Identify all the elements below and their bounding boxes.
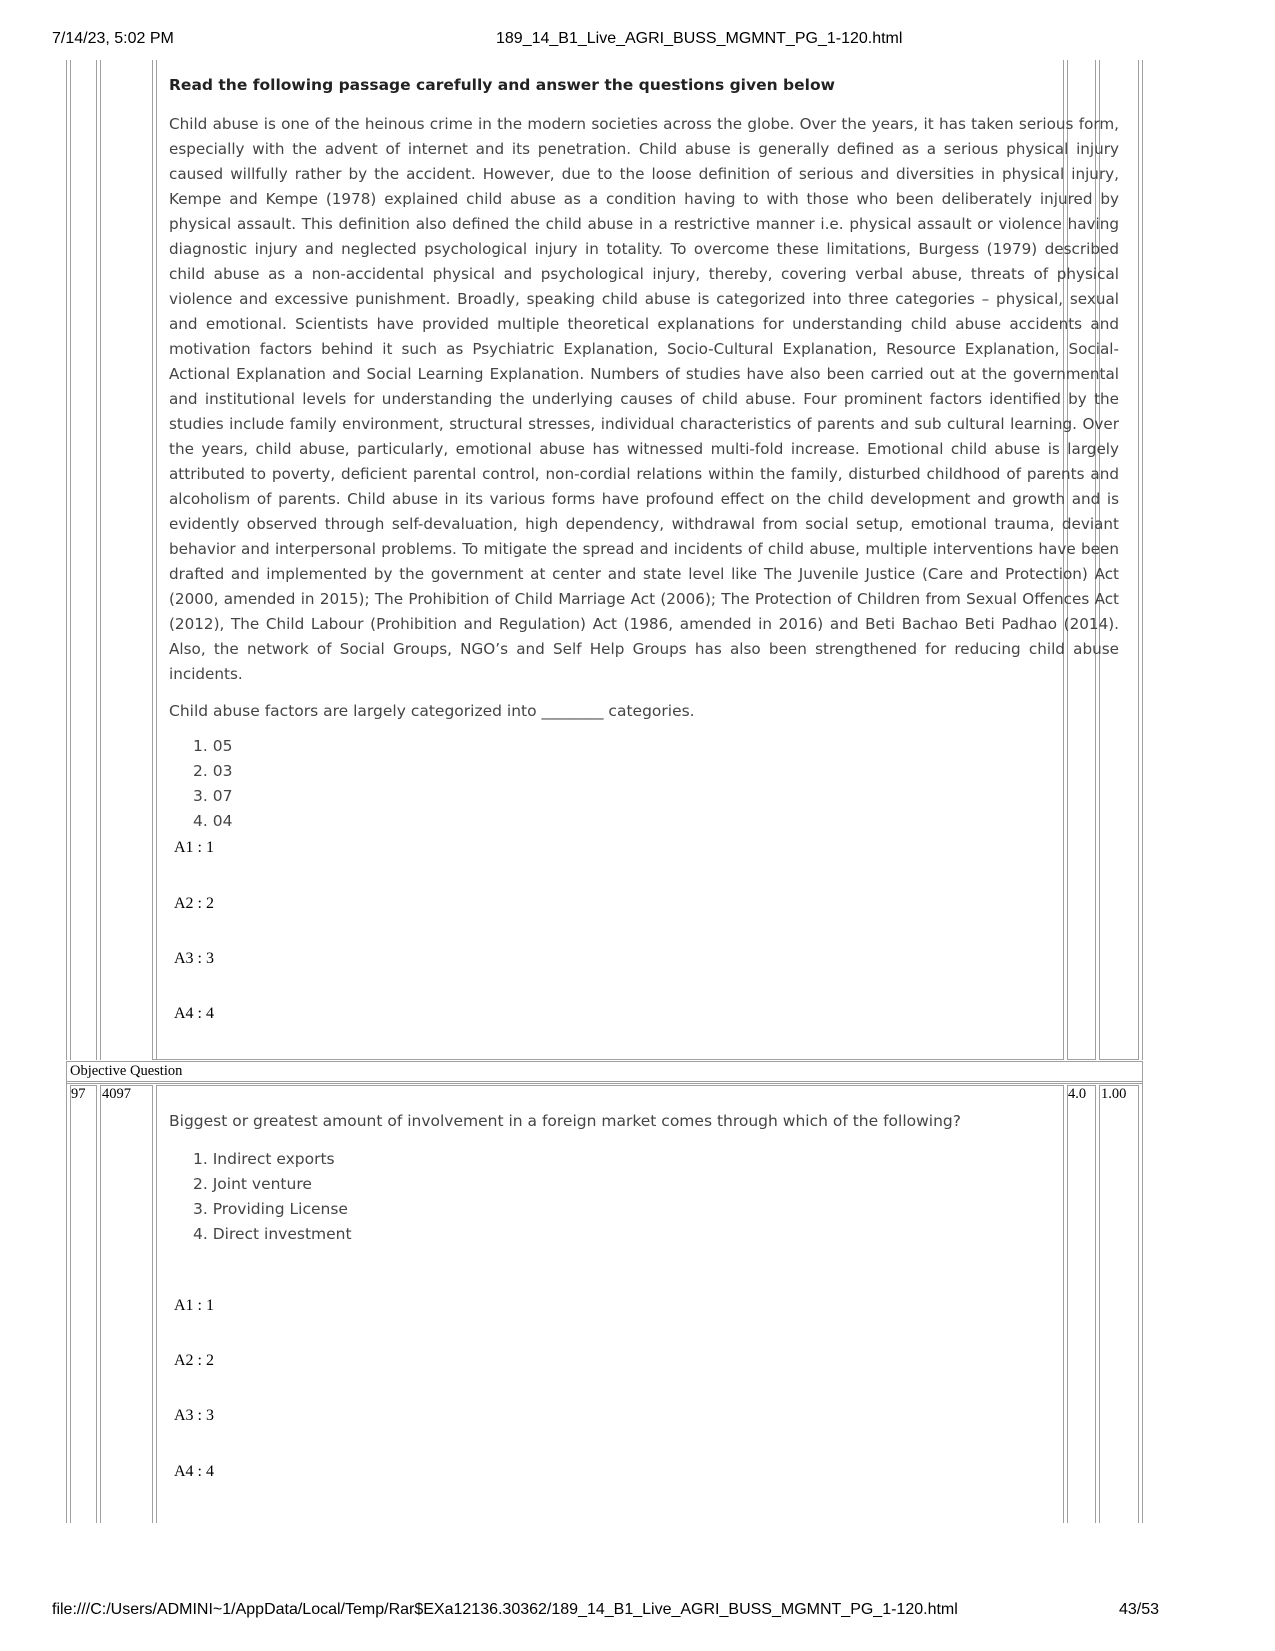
answer-key: A1 : 1 bbox=[174, 1297, 214, 1314]
answer-key: A1 : 1 bbox=[174, 839, 214, 856]
option-item: 3. Providing License bbox=[193, 1200, 348, 1218]
serial-number: 97 bbox=[71, 1086, 86, 1102]
question-id: 4097 bbox=[102, 1086, 131, 1102]
section-label: Objective Question bbox=[70, 1063, 183, 1079]
option-item: 1. 05 bbox=[193, 737, 233, 755]
question-96 bbox=[169, 76, 1119, 834]
answer-key: A2 : 2 bbox=[174, 1352, 214, 1369]
option-item: 2. 03 bbox=[193, 762, 233, 780]
question-97 bbox=[169, 1112, 1119, 1247]
negative-marks: 1.00 bbox=[1101, 1086, 1127, 1102]
answer-key: A3 : 3 bbox=[174, 1407, 214, 1424]
print-page-counter: 43/53 bbox=[1119, 1601, 1160, 1618]
options-list bbox=[169, 734, 1119, 834]
answer-key: A2 : 2 bbox=[174, 895, 214, 912]
option-item: 2. Joint venture bbox=[193, 1175, 312, 1193]
question-text: Child abuse factors are largely categorized into ________ categories. bbox=[169, 702, 695, 720]
marks: 4.0 bbox=[1068, 1086, 1087, 1102]
question-text: Biggest or greatest amount of involvement in a foreign market comes through which of the following? bbox=[169, 1112, 961, 1130]
print-file-path: file:///C:/Users/ADMINI~1/AppData/Local/Temp/Rar$EXa12136.30362/189_14_B1_Live_AGRI_BUSS_MGMNT_PG_1-120.html bbox=[52, 1601, 958, 1618]
passage-text: Child abuse is one of the heinous crime in the modern societies across the globe. Over the years, it has taken serious form, especially with the advent of internet and its penetration. Child abuse is generally defined as a serious physical injury caused willfully rather by the accident. However, due to the loose definition of serious and diversities in physical injury, Kempe and Kempe (1978) explained child abuse as a condition having to with those who been deliberately injured by physical assault. This definition also defined the child abuse in a restrictive manner i.e. physical assault or violence having diagnostic injury and neglected psychological injury in totality. To overcome these limitations, Burgess (1979) described child abuse as a non-accidental physical and psychological injury, thereby, covering verbal abuse, threats of physical violence and excessive punishment. Broadly, speaking child abuse is categorized into three categories – physical, sexual and emotional. Scientists have provided multiple theoretical explanations for understanding child abuse accidents and motivation factors behind it such as Psychiatric Explanation, Socio-Cultural Explanation, Resource Explanation, Social-Actional Explanation and Social Learning Explanation. Numbers of studies have also been carried out at the governmental and institutional levels for understanding the underlying causes of child abuse. Four prominent factors identified by the studies include family environment, structural stresses, individual characteristics of parents and sub cultural learning. Over the years, child abuse, particularly, emotional abuse has witnessed multi-fold increase. Emotional child abuse is largely attributed to poverty, deficient parental control, non-cordial relations within the family, disturbed childhood of parents and alcoholism of parents. Child abuse in its various forms have profound effect on the child development and growth and is evidently observed through self-devaluation, high dependency, withdrawal from social setup, emotional trauma, deviant behavior and interpersonal problems. To mitigate the spread and incidents of child abuse, multiple interventions have been drafted and implemented by the government at center and state level like The Juvenile Justice (Care and Protection) Act (2000, amended in 2015); The Prohibition of Child Marriage Act (2006); The Protection of Children from Sexual Offences Act (2012), The Child Labour (Prohibition and Regulation) Act (1986, amended in 2016) and Beti Bachao Beti Padhao (2014). Also, the network of Social Groups, NGO’s and Self Help Groups has also been strengthened for reducing child abuse incidents. bbox=[169, 115, 1119, 683]
answer-key: A3 : 3 bbox=[174, 950, 214, 967]
passage-heading: Read the following passage carefully and answer the questions given below bbox=[169, 76, 835, 94]
print-doc-title: 189_14_B1_Live_AGRI_BUSS_MGMNT_PG_1-120.html bbox=[496, 30, 903, 47]
option-item: 1. Indirect exports bbox=[193, 1150, 335, 1168]
options-list bbox=[169, 1147, 1119, 1247]
answer-key: A4 : 4 bbox=[174, 1463, 214, 1480]
option-item: 4. Direct investment bbox=[193, 1225, 352, 1243]
option-item: 3. 07 bbox=[193, 787, 233, 805]
answer-key: A4 : 4 bbox=[174, 1005, 214, 1022]
option-item: 4. 04 bbox=[193, 812, 233, 830]
print-datetime: 7/14/23, 5:02 PM bbox=[52, 30, 174, 47]
